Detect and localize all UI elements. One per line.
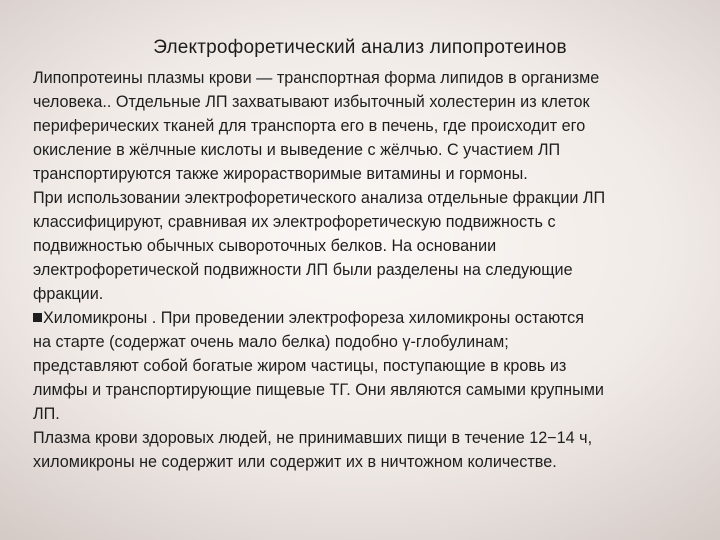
text-line-16: Плазма крови здоровых людей, не принимавших пищи в течение 12−14 ч, bbox=[33, 429, 593, 447]
bullet-item-chylomicrons bbox=[33, 306, 703, 330]
text-line-4: окисление в жёлчные кислоты и выведение с жёлчью. С участием ЛП bbox=[33, 141, 561, 159]
text-line-9: электрофоретической подвижности ЛП были разделены на следующие bbox=[33, 261, 573, 279]
square-bullet-icon bbox=[33, 313, 42, 322]
bullet-item-text: Хиломикроны . При проведении электрофореза хиломикроны остаются bbox=[43, 309, 585, 327]
text-line-3: периферических тканей для транспорта его в печень, где происходит его bbox=[33, 117, 586, 135]
text-line-2: человека.. Отдельные ЛП захватывают избыточный холестерин из клеток bbox=[33, 93, 590, 111]
slide-title: Электрофоретический анализ липопротеинов bbox=[153, 37, 567, 58]
text-line-13: представляют собой богатые жиром частицы, поступающие в кровь из bbox=[33, 357, 567, 375]
text-line-6: При использовании электрофоретического анализа отдельные фракции ЛП bbox=[33, 189, 606, 207]
text-line-5: транспортируются также жирорастворимые витамины и гормоны. bbox=[33, 165, 528, 183]
text-line-7: классифицируют, сравнивая их электрофоретическую подвижность с bbox=[33, 213, 556, 231]
text-line-8: подвижностью обычных сывороточных белков. На основании bbox=[33, 237, 497, 255]
text-line-10: фракции. bbox=[33, 285, 104, 303]
text-line-1: Липопротеины плазмы крови — транспортная форма липидов в организме bbox=[33, 69, 600, 87]
text-line-17: хиломикроны не содержит или содержит их в ничтожном количестве. bbox=[33, 453, 557, 471]
text-line-12: на старте (содержат очень мало белка) подобно γ-глобулинам; bbox=[33, 333, 509, 351]
text-line-15: ЛП. bbox=[33, 405, 60, 423]
text-line-14: лимфы и транспортирующие пищевые ТГ. Они являются самыми крупными bbox=[33, 381, 604, 399]
slide-body bbox=[33, 66, 703, 474]
